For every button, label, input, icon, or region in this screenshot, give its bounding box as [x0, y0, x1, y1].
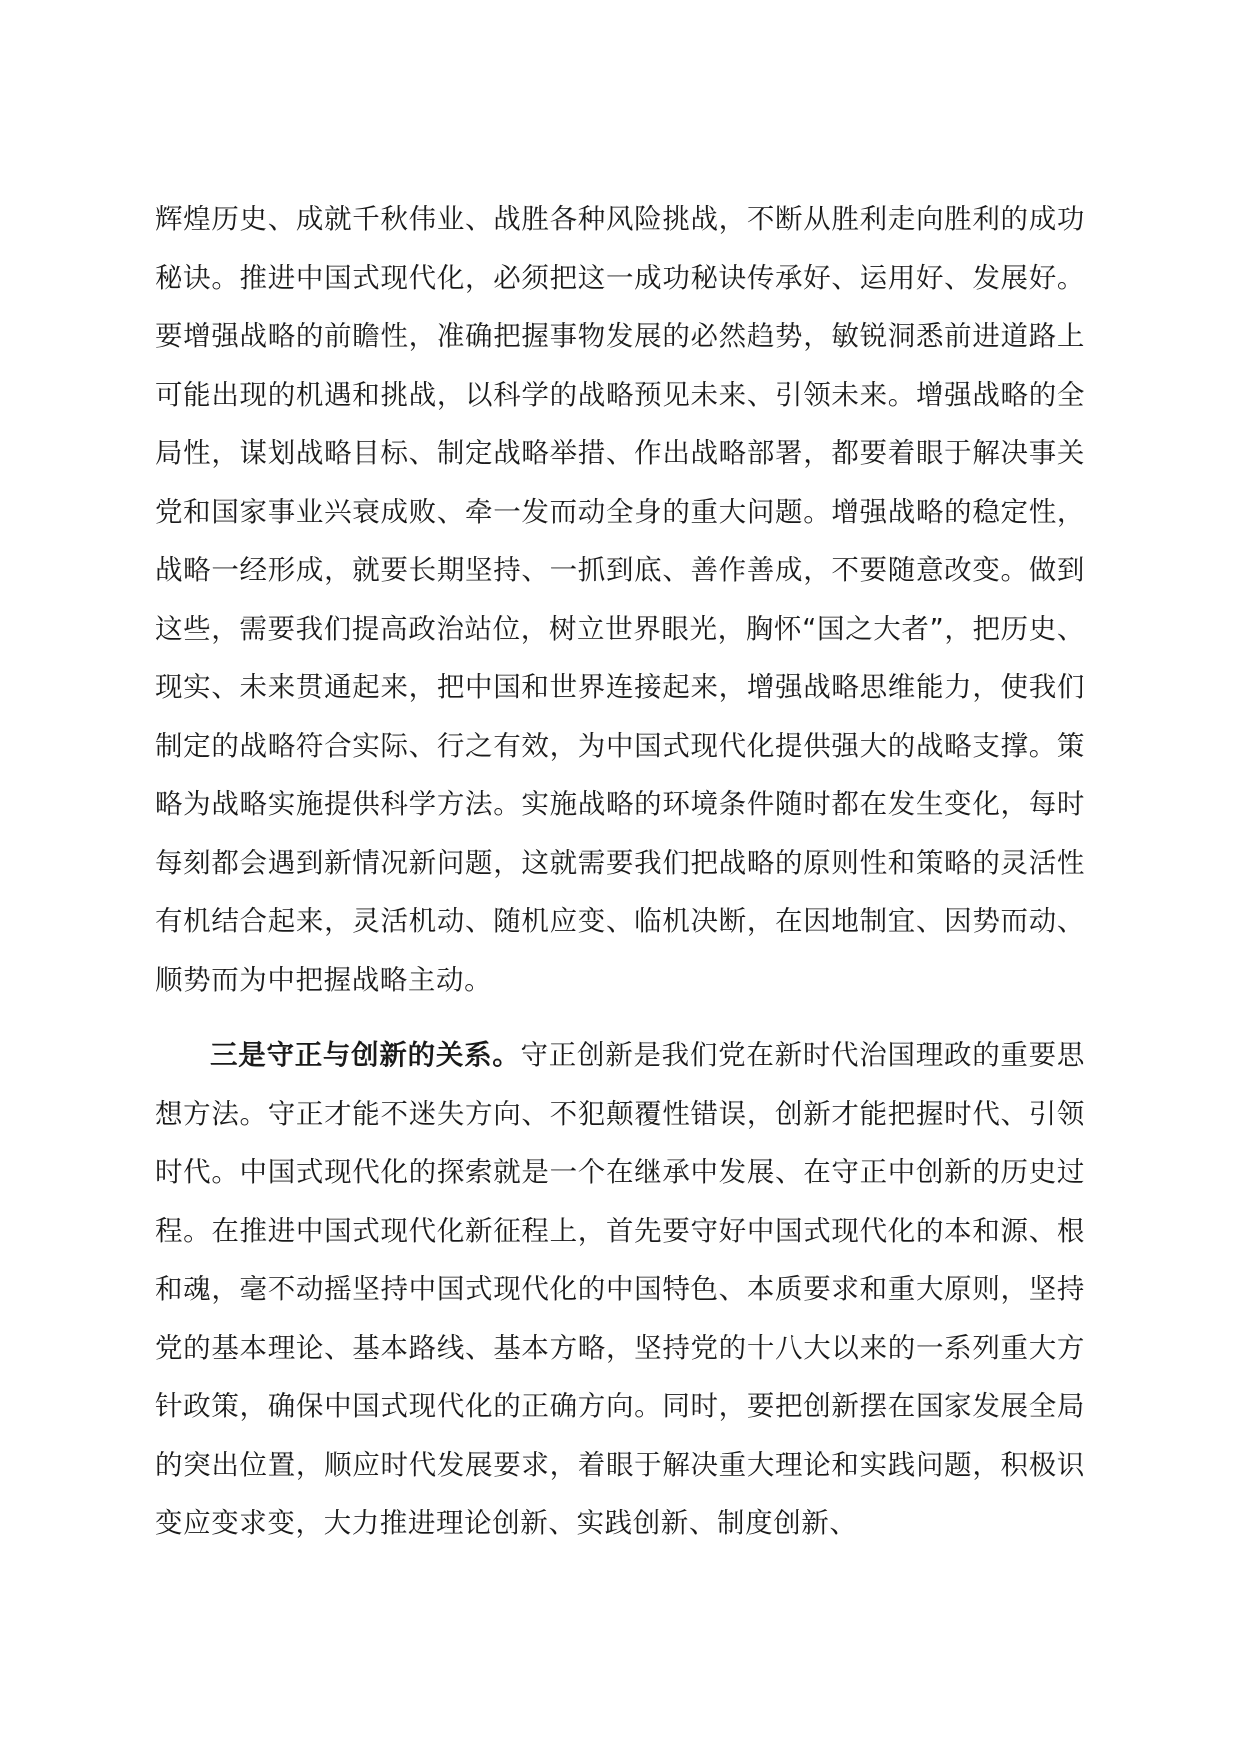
paragraph-text: 辉煌历史、成就千秋伟业、战胜各种风险挑战，不断从胜利走向胜利的成功秘诀。推进中国式现代化，必须把这一成功秘诀传承好、运用好、发展好。要增强战略的前瞻性，准确把握事物发展的必然趋势，敏锐洞悉前进道路上可能出现的机遇和挑战，以科学的战略预见未来、引领未来。增强战略的全局性，谋划战略目标、制定战略举措、作出战略部署，都要着眼于解决事关党和国家事业兴衰成败、牵一发而动全身的重大问题。增强战略的稳定性，战略一经形成，就要长期坚持、一抓到底、善作善成，不要随意改变。做到这些，需要我们提高政治站位，树立世界眼光，胸怀“国之大者”，把历史、现实、未来贯通起来，把中国和世界连接起来，增强战略思维能力，使我们制定的战略符合实际、行之有效，为中国式现代化提供强大的战略支撑。策略为战略实施提供科学方法。实施战略的环境条件随时都在发生变化，每时每刻都会遇到新情况新问题，这就需要我们把战略的原则性和策略的灵活性有机结合起来，灵活机动、随机应变、临机决断，在因地制宜、因势而动、顺势而为中把握战略主动。	[155, 203, 1085, 996]
paragraph-text: 守正创新是我们党在新时代治国理政的重要思想方法。守正才能不迷失方向、不犯颠覆性错误，创新才能把握时代、引领时代。中国式现代化的探索就是一个在继承中发展、在守正中创新的历史过程。在推进中国式现代化新征程上，首先要守好中国式现代化的本和源、根和魂，毫不动摇坚持中国式现代化的中国特色、本质要求和重大原则，坚持党的基本理论、基本路线、基本方略，坚持党的十八大以来的一系列重大方针政策，确保中国式现代化的正确方向。同时，要把创新摆在国家发展全局的突出位置，顺应时代发展要求，着眼于解决重大理论和实践问题，积极识变应变求变，大力推进理论创新、实践创新、制度创新、	[155, 1039, 1085, 1539]
body-paragraph-section-three	[155, 1026, 1085, 1553]
body-paragraph	[155, 190, 1085, 1009]
document-body	[155, 190, 1085, 1553]
section-heading: 三是守正与创新的关系。	[210, 1039, 521, 1071]
